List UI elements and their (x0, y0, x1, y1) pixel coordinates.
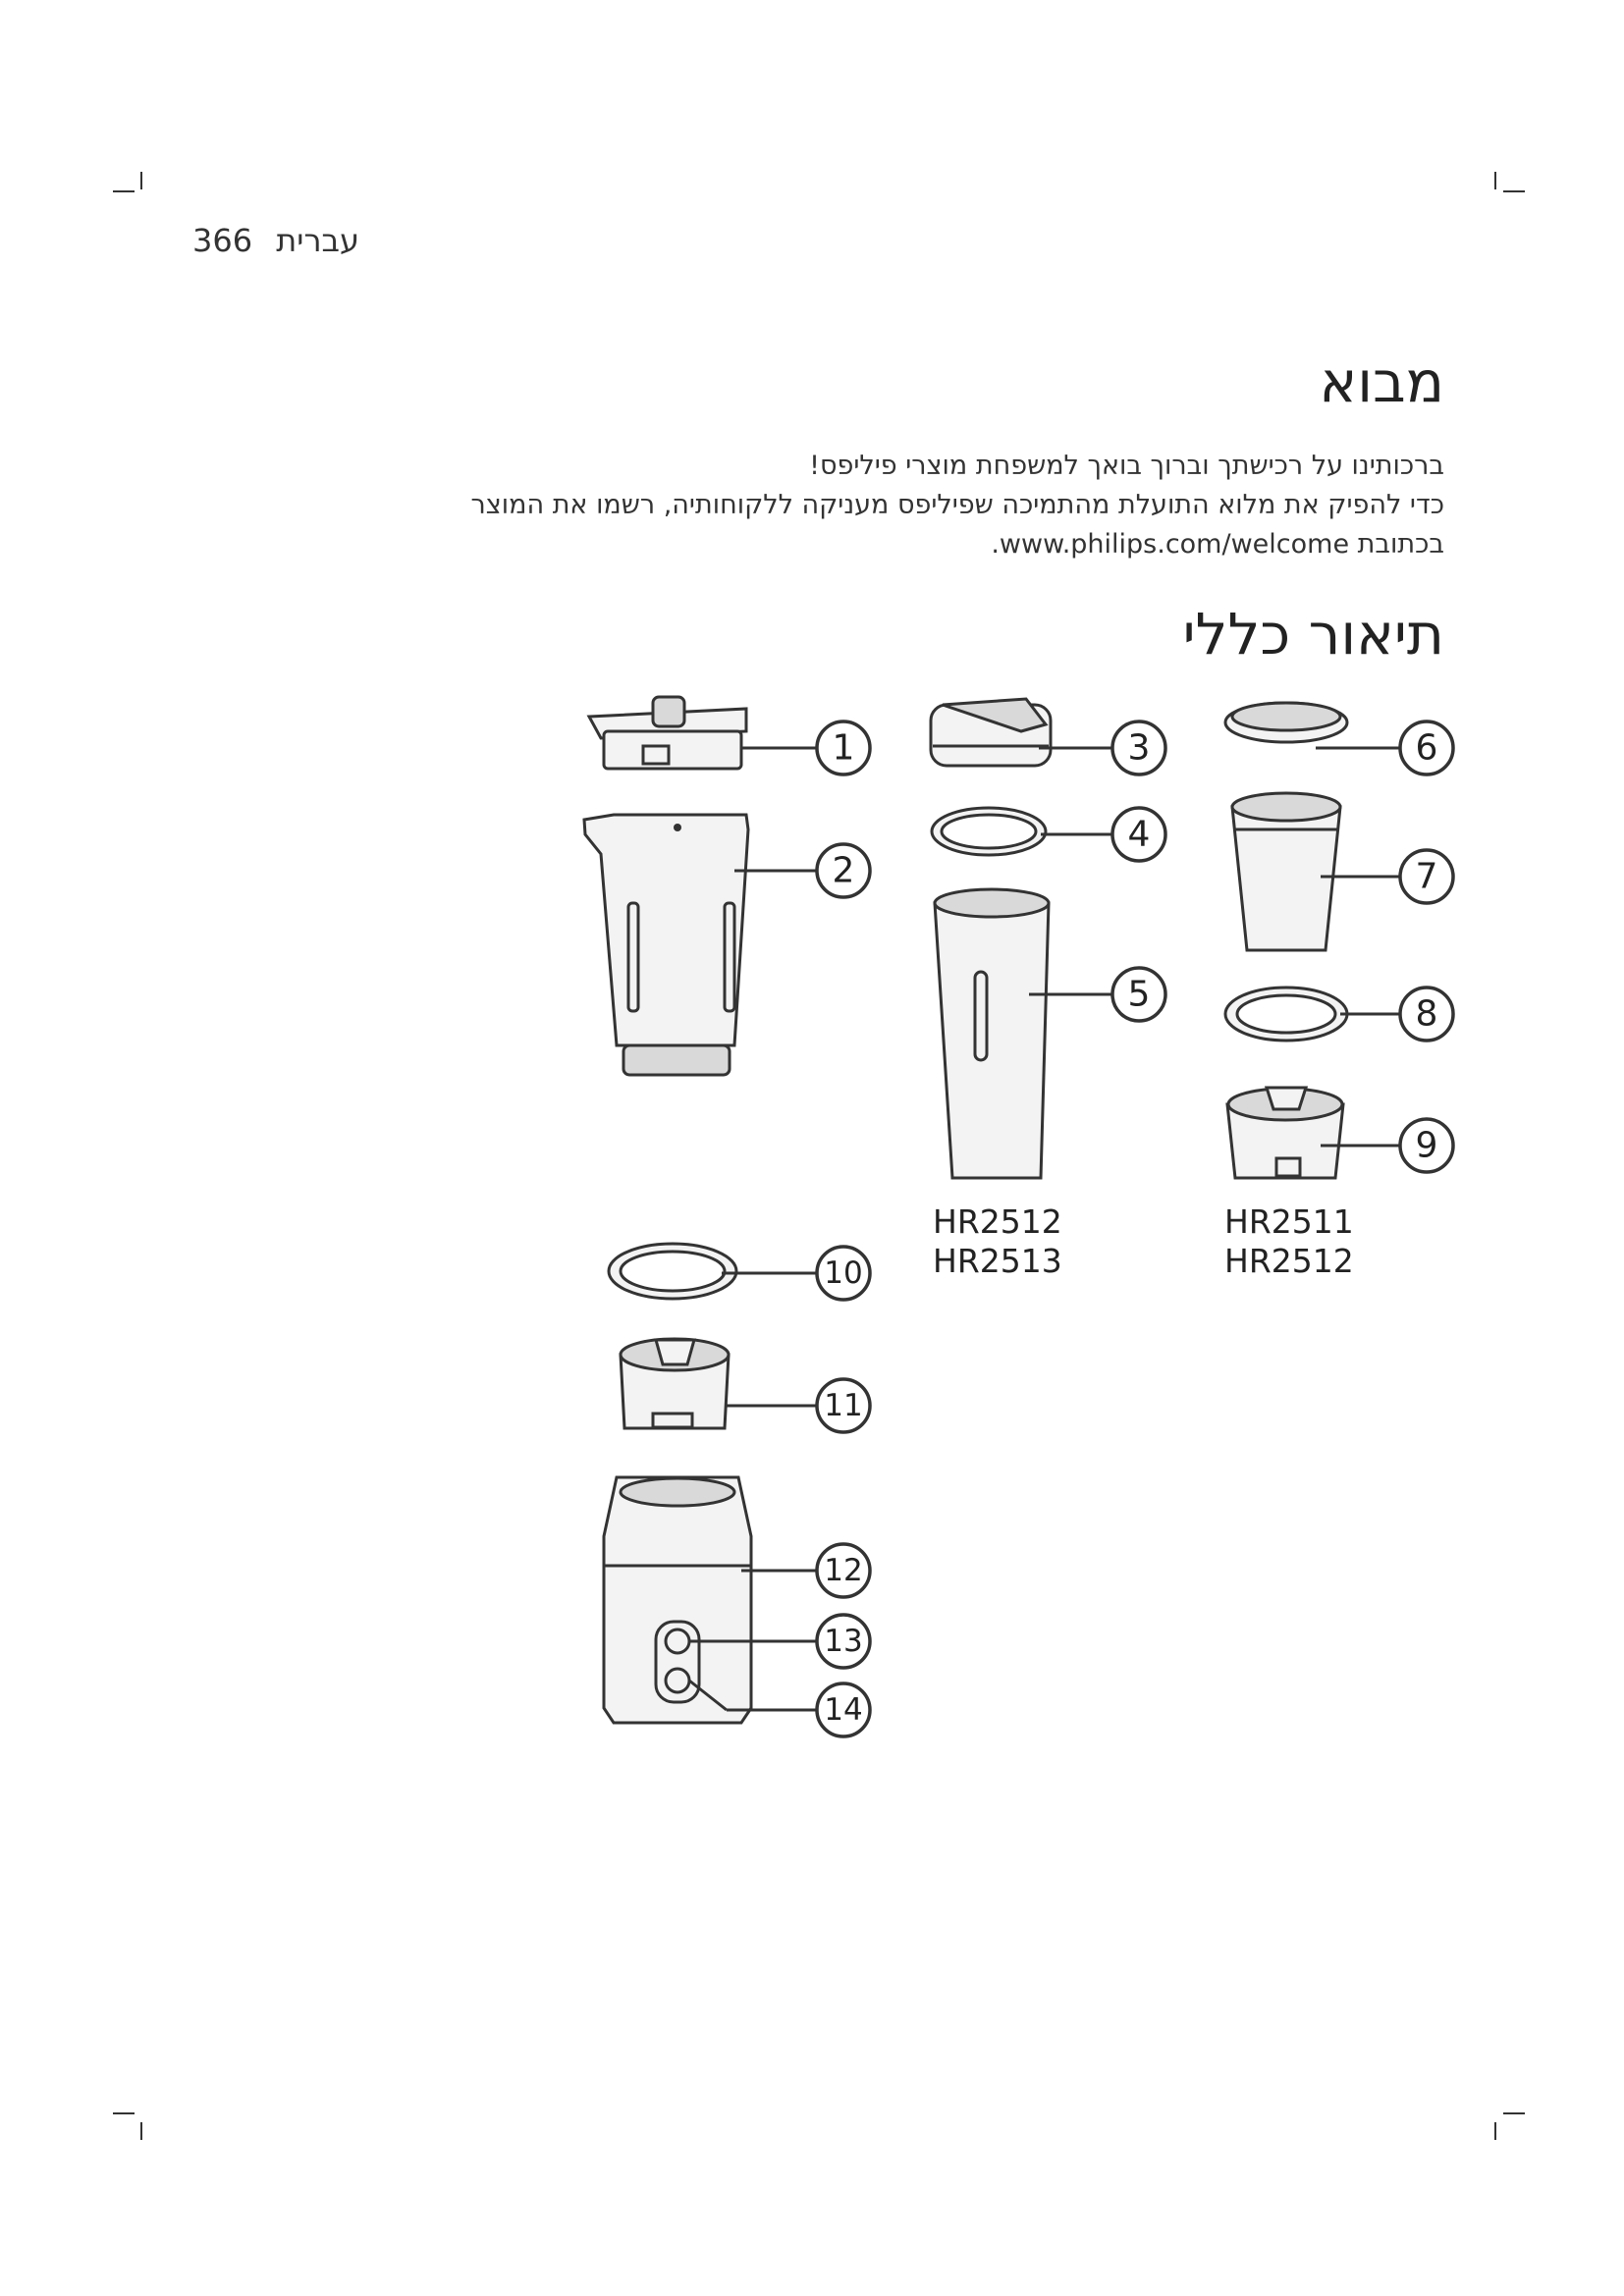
jar-lid-illustration (589, 697, 746, 769)
small-blade-unit-illustration (1227, 1088, 1343, 1178)
callout-6 (1400, 721, 1453, 774)
svg-text:5: 5 (1127, 974, 1151, 1015)
svg-text:3: 3 (1127, 727, 1151, 769)
svg-text:9: 9 (1415, 1125, 1438, 1166)
model-list-right (1224, 1202, 1354, 1281)
model-list-middle (933, 1202, 1062, 1281)
blender-jar-illustration (584, 815, 748, 1075)
callout-7 (1400, 850, 1453, 903)
intro-line-2: כדי להפיק את מלוא התועלת מהתמיכה שפיליפס מעניקה ללקוחותיה, רשמו את המוצר (470, 490, 1444, 520)
callout-1 (817, 721, 870, 774)
svg-text:1: 1 (832, 727, 855, 769)
callout-10 (817, 1247, 870, 1300)
sealing-ring-illustration (609, 1244, 736, 1299)
svg-text:12: 12 (824, 1553, 863, 1588)
travel-lid-large-illustration (931, 699, 1051, 766)
callout-14 (817, 1683, 870, 1736)
svg-text:7: 7 (1415, 856, 1438, 897)
svg-text:6: 6 (1415, 727, 1438, 769)
callout-2 (817, 844, 870, 897)
large-tumbler-illustration (935, 889, 1049, 1178)
overview-heading: תיאור כללי (1182, 601, 1444, 667)
callout-5 (1112, 968, 1165, 1021)
model-number: HR2511 (1224, 1202, 1354, 1241)
blade-unit-illustration (621, 1339, 729, 1428)
intro-line-3: בכתובת www.philips.com/welcome. (991, 529, 1444, 560)
svg-text:13: 13 (824, 1624, 863, 1659)
callout-4 (1112, 808, 1165, 861)
svg-text:14: 14 (824, 1692, 863, 1728)
small-tumbler-illustration (1232, 793, 1340, 950)
model-number: HR2512 (933, 1202, 1062, 1241)
model-number: HR2513 (933, 1242, 1062, 1280)
svg-text:4: 4 (1127, 814, 1151, 855)
intro-heading: מבוא (1319, 348, 1444, 415)
svg-text:8: 8 (1415, 993, 1438, 1035)
page-language: עברית (276, 222, 360, 259)
intro-line-1: ברכותינו על רכישתך וברוך בואך למשפחת מוצרי פיליפס! (809, 451, 1444, 481)
motor-unit-illustration (604, 1477, 751, 1723)
callout-8 (1400, 988, 1453, 1041)
callout-13 (817, 1615, 870, 1668)
callout-3 (1112, 721, 1165, 774)
svg-text:10: 10 (824, 1255, 863, 1291)
model-number: HR2512 (1224, 1242, 1354, 1280)
svg-text:11: 11 (824, 1388, 863, 1423)
seal-small-illustration (1225, 988, 1347, 1041)
page-number: 366 (192, 222, 253, 259)
callout-12 (817, 1544, 870, 1597)
travel-lid-small-illustration (1225, 703, 1347, 742)
seal-large-illustration (932, 808, 1046, 855)
callout-9 (1400, 1119, 1453, 1172)
callout-11 (817, 1379, 870, 1432)
svg-text:2: 2 (832, 850, 855, 891)
